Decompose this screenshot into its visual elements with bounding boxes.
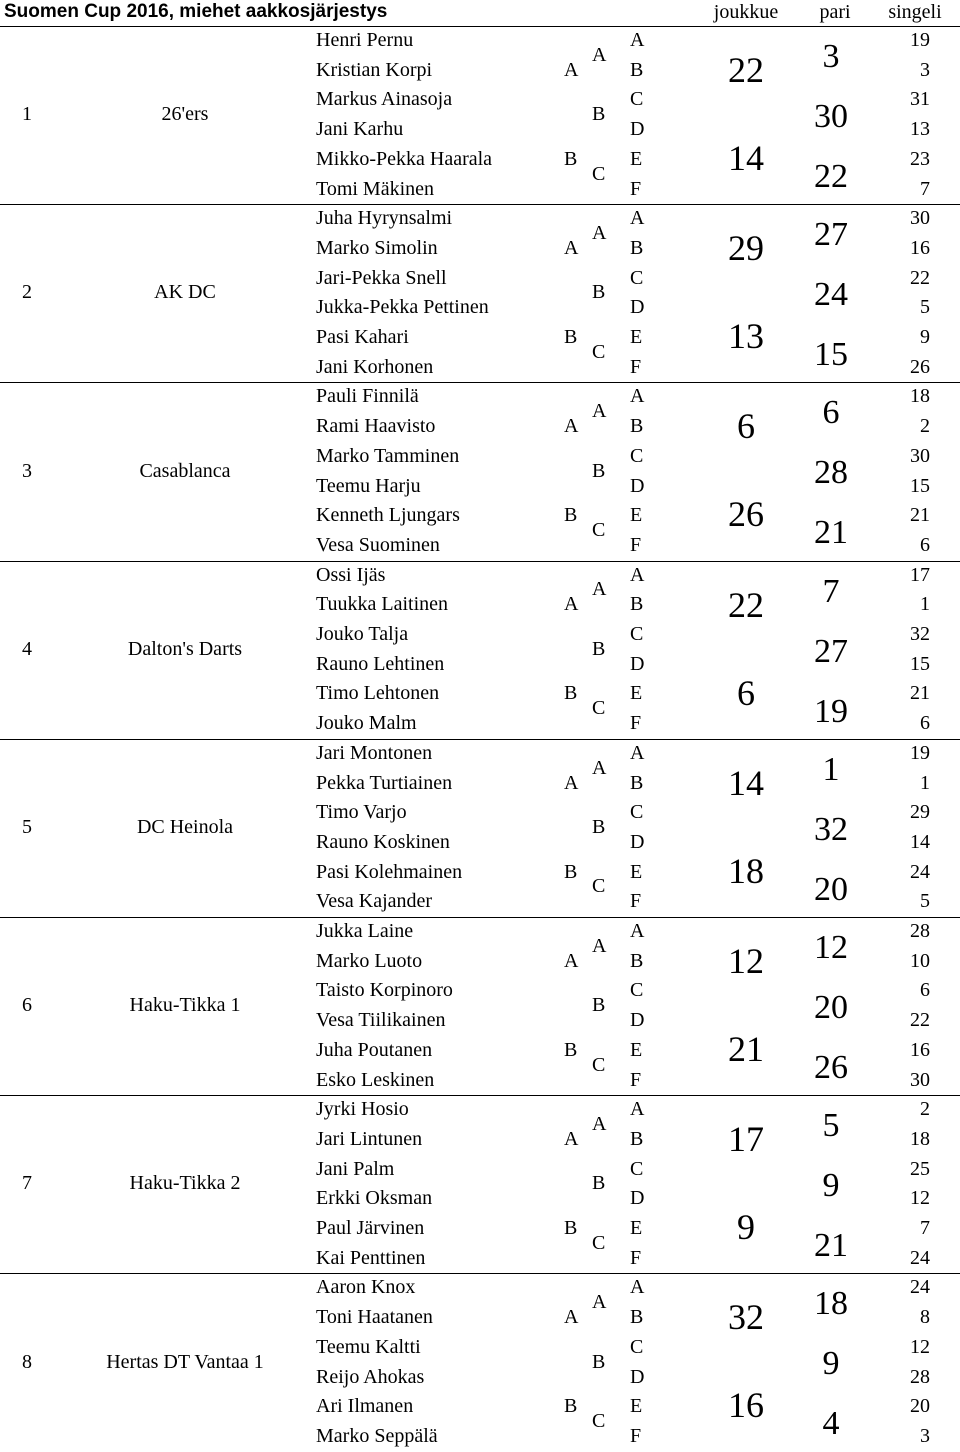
player-name: Jani Palm (316, 1157, 395, 1180)
pair-score: 18 (814, 1285, 848, 1323)
pair-score: 21 (814, 514, 848, 552)
pair-group-label: B (592, 281, 606, 304)
single-score: 13 (910, 118, 930, 141)
player-slot: A (630, 1276, 645, 1299)
team-name: Haku-Tikka 2 (129, 1172, 241, 1195)
team-group-label: A (564, 415, 579, 438)
player-name: Jukka-Pekka Pettinen (316, 296, 489, 319)
team-group-label: A (564, 1306, 579, 1329)
single-score: 9 (920, 326, 930, 348)
player-name: Timo Varjo (316, 801, 407, 824)
player-slot: C (630, 623, 644, 645)
pair-score: 6 (822, 394, 840, 432)
player-slot: E (630, 1038, 643, 1061)
single-score: 15 (910, 474, 930, 497)
single-score: 17 (910, 563, 930, 586)
player-slot: B (630, 593, 644, 616)
player-slot: A (630, 207, 645, 230)
single-score: 26 (910, 355, 930, 378)
player-name: Vesa Suominen (316, 533, 440, 556)
team-score: 32 (728, 1297, 764, 1338)
player-slot: B (630, 58, 644, 81)
team-divider (0, 26, 960, 27)
pair-score: 3 (822, 38, 840, 75)
pair-group-label: B (592, 816, 606, 839)
player-slot: E (630, 1395, 643, 1418)
single-score: 28 (910, 920, 930, 942)
single-score: 24 (910, 860, 930, 883)
single-score: 23 (910, 147, 930, 170)
single-score: 6 (920, 712, 930, 735)
pair-score: 24 (814, 276, 848, 314)
team-name: Dalton's Darts (127, 637, 243, 660)
single-score: 12 (910, 1335, 930, 1358)
team-number: 5 (22, 815, 32, 838)
player-name: Kenneth Ljungars (316, 504, 460, 527)
team-number: 1 (22, 103, 32, 126)
team-number: 4 (22, 637, 32, 660)
single-score: 2 (920, 1098, 930, 1121)
player-slot: F (630, 177, 642, 200)
team-name: 26'ers (161, 103, 209, 126)
player-slot: B (630, 949, 644, 972)
player-slot: D (630, 296, 645, 319)
player-slot: C (630, 266, 644, 289)
pair-score: 9 (822, 1345, 840, 1383)
player-slot: A (630, 29, 645, 51)
player-slot: F (630, 355, 642, 378)
player-slot: A (630, 920, 645, 942)
pair-group-label: B (592, 1350, 606, 1373)
pair-group-label: A (592, 400, 607, 423)
player-name: Marko Luoto (316, 949, 423, 972)
single-score: 5 (920, 296, 930, 319)
pair-group-label: C (592, 1053, 606, 1076)
player-name: Ossi Ijäs (316, 563, 386, 586)
team-group-label: B (564, 1395, 578, 1418)
pair-score: 30 (814, 98, 848, 135)
single-score: 15 (910, 652, 930, 675)
pair-group-label: C (592, 875, 606, 898)
player-name: Rauno Lehtinen (316, 652, 445, 675)
team-group-label: A (564, 593, 579, 616)
player-slot: D (630, 1009, 645, 1032)
player-name: Jari Montonen (316, 741, 433, 764)
player-name: Jani Korhonen (316, 355, 434, 378)
single-score: 19 (910, 741, 930, 764)
player-slot: C (630, 444, 644, 467)
team-name: Casablanca (139, 459, 231, 482)
single-score: 3 (920, 1424, 930, 1447)
team-group-label: A (564, 58, 579, 81)
player-name: Jari Lintunen (316, 1127, 423, 1150)
pair-score: 15 (814, 336, 848, 374)
player-slot: B (630, 1127, 644, 1150)
pair-group-label: C (592, 519, 606, 542)
single-score: 16 (910, 236, 930, 259)
player-name: Jukka Laine (316, 920, 414, 942)
single-score: 2 (920, 415, 930, 438)
player-name: Pauli Finnilä (316, 385, 419, 408)
pair-group-label: C (592, 1231, 606, 1254)
pair-group-label: C (592, 340, 606, 363)
player-slot: C (630, 1157, 644, 1180)
player-slot: D (630, 474, 645, 497)
player-slot: F (630, 533, 642, 556)
player-name: Pasi Kolehmainen (316, 860, 463, 883)
pair-score: 27 (814, 216, 848, 254)
team-group-label: A (564, 949, 579, 972)
pair-group-label: A (592, 222, 607, 245)
team-name: Hertas DT Vantaa 1 (106, 1350, 264, 1373)
team-number: 2 (22, 281, 32, 304)
player-slot: A (630, 741, 645, 764)
single-score: 7 (920, 177, 930, 200)
team-group-label: B (564, 326, 578, 348)
player-slot: E (630, 682, 643, 705)
single-score: 3 (920, 58, 930, 81)
player-slot: A (630, 563, 645, 586)
single-score: 25 (910, 1157, 930, 1180)
player-slot: C (630, 88, 644, 111)
team-score: 14 (728, 138, 764, 178)
page-title: Suomen Cup 2016, miehet aakkosjärjestys (4, 1, 388, 22)
single-score: 10 (910, 949, 930, 972)
player-slot: D (630, 118, 645, 141)
pair-score: 4 (822, 1405, 840, 1443)
player-name: Jyrki Hosio (316, 1098, 409, 1121)
single-score: 12 (910, 1187, 930, 1210)
player-slot: A (630, 1098, 645, 1121)
pair-group-label: C (592, 1410, 606, 1433)
team-score: 9 (737, 1207, 755, 1248)
pair-score: 12 (814, 929, 848, 966)
pair-score: 28 (814, 454, 848, 492)
team-divider (0, 382, 960, 383)
player-name: Mikko-Pekka Haarala (316, 147, 493, 170)
pair-group-label: A (592, 756, 607, 779)
team-score: 14 (728, 762, 764, 803)
single-score: 18 (910, 1127, 930, 1150)
player-name: Erkki Oksman (316, 1187, 433, 1210)
team-group-label: B (564, 682, 578, 705)
player-name: Esko Leskinen (316, 1068, 435, 1091)
pair-group-label: B (592, 994, 606, 1017)
player-name: Jouko Talja (316, 623, 409, 645)
single-score: 21 (910, 504, 930, 527)
column-header-team: joukkue (713, 1, 779, 23)
pair-score: 20 (814, 989, 848, 1026)
player-name: Tuukka Laitinen (316, 593, 449, 616)
column-header-single: singeli (888, 1, 942, 23)
single-score: 24 (910, 1276, 930, 1299)
player-name: Marko Simolin (316, 236, 438, 259)
player-name: Rami Haavisto (316, 415, 436, 438)
single-score: 24 (910, 1246, 930, 1269)
team-group-label: B (564, 1217, 578, 1239)
team-divider (0, 917, 960, 918)
player-slot: E (630, 504, 643, 527)
single-score: 19 (910, 29, 930, 51)
player-slot: F (630, 1068, 642, 1091)
player-slot: D (630, 1187, 645, 1210)
player-slot: C (630, 1335, 644, 1358)
pair-group-label: C (592, 697, 606, 720)
player-name: Reijo Ahokas (316, 1365, 425, 1388)
player-name: Henri Pernu (316, 29, 414, 51)
team-divider (0, 1273, 960, 1274)
player-name: Jari-Pekka Snell (316, 266, 447, 289)
team-divider (0, 204, 960, 205)
team-score: 16 (728, 1385, 764, 1426)
single-score: 30 (910, 207, 930, 230)
team-score: 17 (728, 1119, 764, 1160)
player-slot: D (630, 1365, 645, 1388)
single-score: 29 (910, 801, 930, 824)
pair-score: 1 (822, 750, 840, 788)
team-score: 18 (728, 850, 764, 891)
pair-score: 32 (814, 810, 848, 848)
team-group-label: B (564, 1038, 578, 1061)
team-score: 22 (728, 50, 764, 90)
single-score: 28 (910, 1365, 930, 1388)
player-name: Ari Ilmanen (316, 1395, 414, 1418)
player-name: Tomi Mäkinen (316, 177, 435, 200)
team-score: 29 (728, 228, 764, 269)
player-slot: D (630, 652, 645, 675)
player-name: Jani Karhu (316, 118, 404, 141)
player-name: Marko Seppälä (316, 1424, 438, 1447)
team-group-label: A (564, 236, 579, 259)
player-name: Teemu Kaltti (316, 1335, 421, 1358)
team-number: 8 (22, 1350, 32, 1373)
single-score: 14 (910, 830, 930, 853)
player-name: Aaron Knox (316, 1276, 416, 1299)
player-slot: E (630, 860, 643, 883)
single-score: 7 (920, 1217, 930, 1239)
team-number: 6 (22, 994, 32, 1017)
player-slot: C (630, 979, 644, 1002)
player-slot: F (630, 890, 642, 913)
player-slot: E (630, 1217, 643, 1239)
team-score: 13 (728, 316, 764, 357)
pair-score: 20 (814, 870, 848, 908)
single-score: 5 (920, 890, 930, 913)
pair-score: 7 (822, 572, 840, 610)
player-name: Teemu Harju (316, 474, 421, 497)
team-divider (0, 1095, 960, 1096)
player-name: Rauno Koskinen (316, 830, 450, 853)
pair-score: 21 (814, 1227, 848, 1265)
player-slot: B (630, 1306, 644, 1329)
single-score: 6 (920, 533, 930, 556)
team-number: 7 (22, 1172, 32, 1195)
player-name: Pekka Turtiainen (316, 771, 453, 794)
player-slot: B (630, 771, 644, 794)
player-name: Toni Haatanen (316, 1306, 433, 1329)
pair-score: 22 (814, 158, 848, 195)
pair-group-label: A (592, 43, 607, 66)
pair-group-label: A (592, 1113, 607, 1136)
pair-group-label: B (592, 103, 606, 126)
player-name: Markus Ainasoja (316, 88, 453, 111)
single-score: 1 (920, 593, 930, 616)
player-slot: F (630, 1246, 642, 1269)
team-score: 6 (737, 672, 755, 713)
team-group-label: B (564, 504, 578, 527)
pair-group-label: A (592, 934, 607, 957)
team-name: AK DC (154, 281, 216, 304)
pair-group-label: B (592, 1172, 606, 1195)
player-name: Vesa Tiilikainen (316, 1009, 446, 1032)
player-slot: E (630, 147, 643, 170)
single-score: 8 (920, 1306, 930, 1329)
single-score: 1 (920, 771, 930, 794)
single-score: 30 (910, 444, 930, 467)
team-group-label: A (564, 1127, 579, 1150)
team-score: 26 (728, 494, 764, 535)
player-slot: B (630, 415, 644, 438)
team-divider (0, 561, 960, 562)
player-name: Timo Lehtonen (316, 682, 440, 705)
single-score: 16 (910, 1038, 930, 1061)
single-score: 21 (910, 682, 930, 705)
team-score: 21 (728, 1029, 764, 1069)
player-name: Kristian Korpi (316, 58, 433, 81)
pair-group-label: B (592, 459, 606, 482)
player-slot: B (630, 236, 644, 259)
single-score: 20 (910, 1395, 930, 1418)
team-group-label: B (564, 147, 578, 170)
column-header-pair: pari (819, 1, 851, 23)
single-score: 22 (910, 1009, 930, 1032)
player-slot: C (630, 801, 644, 824)
player-name: Pasi Kahari (316, 326, 409, 348)
player-name: Juha Poutanen (316, 1038, 433, 1061)
pair-group-label: A (592, 1291, 607, 1314)
team-score: 6 (737, 406, 755, 447)
pair-group-label: C (592, 162, 606, 185)
single-score: 6 (920, 979, 930, 1002)
player-name: Marko Tamminen (316, 444, 460, 467)
player-name: Paul Järvinen (316, 1217, 425, 1239)
pair-score: 5 (822, 1107, 840, 1145)
team-score: 12 (728, 941, 764, 981)
team-group-label: A (564, 771, 579, 794)
pair-score: 9 (822, 1167, 840, 1205)
player-slot: E (630, 326, 643, 348)
team-score: 22 (728, 584, 764, 625)
player-slot: F (630, 1424, 642, 1447)
pair-score: 27 (814, 632, 848, 670)
team-number: 3 (22, 459, 32, 482)
pair-group-label: B (592, 637, 606, 660)
team-name: DC Heinola (136, 815, 234, 838)
player-name: Juha Hyrynsalmi (316, 207, 453, 230)
single-score: 18 (910, 385, 930, 408)
single-score: 31 (910, 88, 930, 111)
pair-score: 19 (814, 692, 848, 730)
player-slot: F (630, 712, 642, 735)
player-name: Vesa Kajander (316, 890, 433, 913)
player-slot: A (630, 385, 645, 408)
player-slot: D (630, 830, 645, 853)
pair-score: 26 (814, 1049, 848, 1086)
single-score: 32 (910, 623, 930, 645)
team-group-label: B (564, 860, 578, 883)
player-name: Jouko Malm (316, 712, 417, 735)
single-score: 22 (910, 266, 930, 289)
player-name: Kai Penttinen (316, 1246, 426, 1269)
pair-group-label: A (592, 578, 607, 601)
player-name: Taisto Korpinoro (316, 979, 453, 1002)
team-name: Haku-Tikka 1 (129, 994, 241, 1017)
team-divider (0, 739, 960, 740)
single-score: 30 (910, 1068, 930, 1091)
